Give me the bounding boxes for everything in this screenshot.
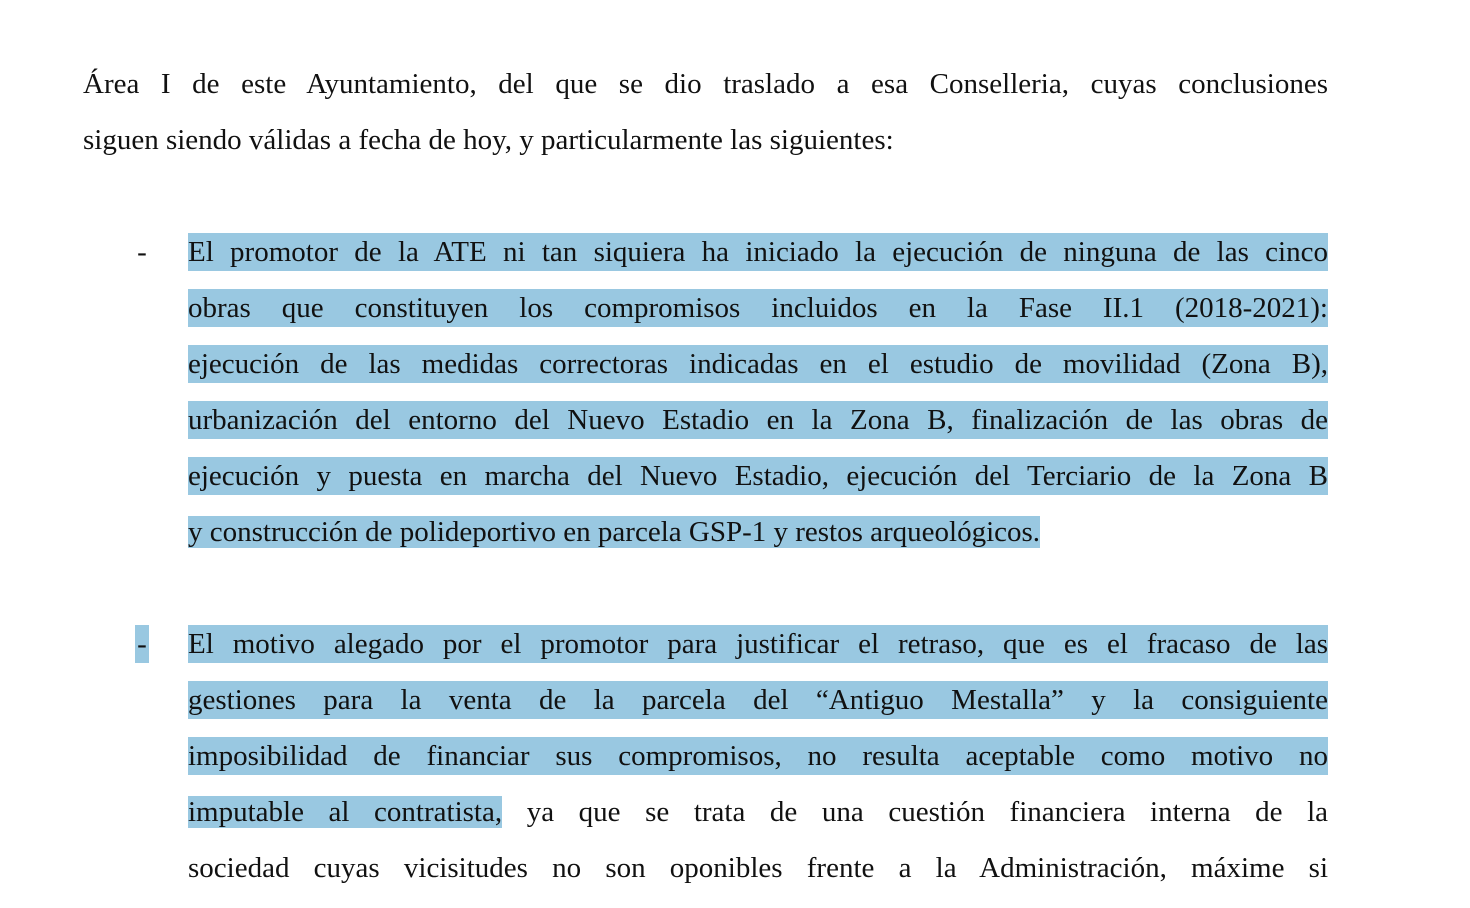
bullet-2-line: El motivo alegado por el promotor para justificar el retraso, que es el fracaso de las [188,625,1328,663]
bullet-2-line-mixed [188,793,1328,831]
bullet-1-line: El promotor de la ATE ni tan siquiera ha iniciado la ejecución de ninguna de las cinco [188,233,1328,271]
highlighted-text: y construcción de polideportivo en parcela GSP-1 y restos arqueológicos. [188,516,1041,548]
bullet-1-line: urbanización del entorno del Nuevo Estadio en la Zona B, finalización de las obras de [188,401,1328,439]
bullet-marker-1: - [137,236,147,268]
bullet-1-line: ejecución y puesta en marcha del Nuevo Estadio, ejecución del Terciario de la Zona B [188,457,1328,495]
bullet-1-line: obras que constituyen los compromisos incluidos en la Fase II.1 (2018-2021): [188,289,1328,327]
bullet-1-line: ejecución de las medidas correctoras indicadas en el estudio de movilidad (Zona B), [188,345,1328,383]
intro-line-1: Área I de este Ayuntamiento, del que se dio traslado a esa Conselleria, cuyas conclusiones [83,68,1328,100]
intro-line-2: siguen siendo válidas a fecha de hoy, y particularmente las siguientes: [83,124,894,156]
highlighted-text: imputable al contratista, [188,796,503,828]
bullet-1-line-last [188,513,1328,551]
bullet-marker-2: - [135,625,149,663]
bullet-2-line: gestiones para la venta de la parcela del “Antiguo Mestalla” y la consiguiente [188,681,1328,719]
bullet-2-line: imposibilidad de financiar sus compromisos, no resulta aceptable como motivo no [188,737,1328,775]
bullet-2-line: sociedad cuyas vicisitudes no son oponibles frente a la Administración, máxime si [188,852,1328,884]
plain-text: ya que se trata de una cuestión financiera interna de la [526,796,1329,828]
